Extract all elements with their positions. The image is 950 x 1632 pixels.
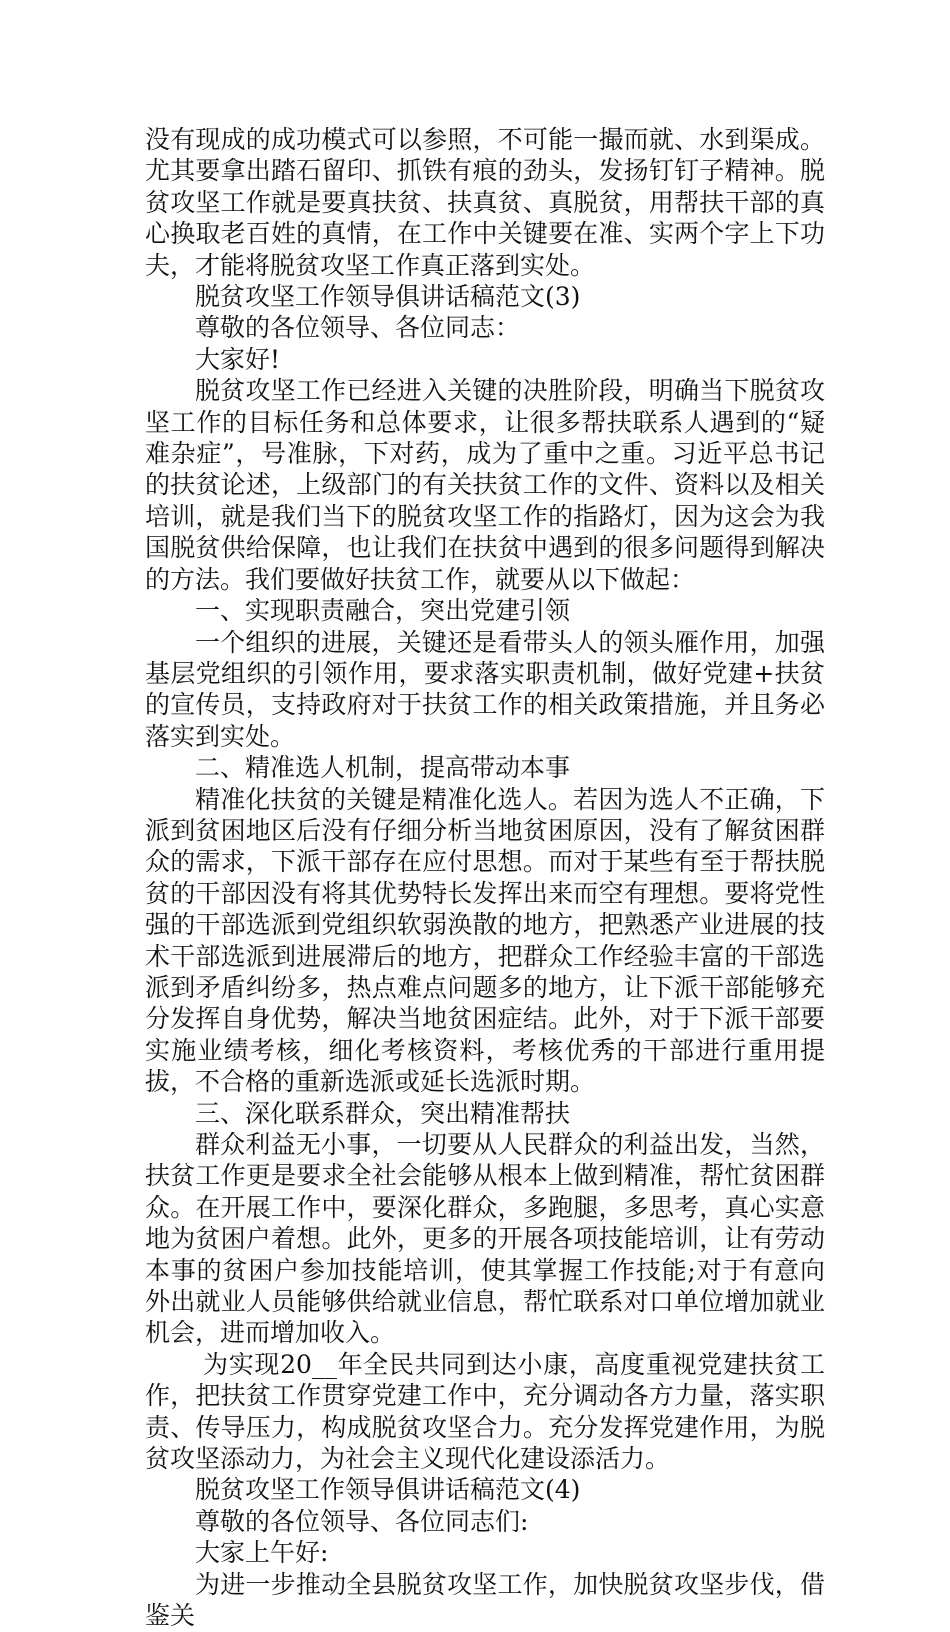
- paragraph-body: 脱贫攻坚工作已经进入关键的决胜阶段，明确当下脱贫攻坚工作的目标任务和总体要求，让很多帮扶联系人遇到的“疑难杂症”，号准脉，下对药，成为了重中之重。习近平总书记的扶贫论述，上级部门的有关扶贫工作的文件、资料以及相关培训，就是我们当下的脱贫攻坚工作的指路灯，因为这会为我国脱贫供给保障，也让我们在扶贫中遇到的很多问题得到解决的方法。我们要做好扶贫工作，就要从以下做起：: [145, 376, 825, 594]
- paragraph-intro-continued: 没有现成的成功模式可以参照，不可能一撮而就、水到渠成。尤其要拿出踏石留印、抓铁有痕的劲头，发扬钉钉子精神。脱贫攻坚工作就是要真扶贫、扶真贫、真脱贫，用帮扶干部的真心换取老百姓的真情，在工作中关键要在准、实两个字上下功夫，才能将脱贫攻坚工作真正落到实处。: [145, 125, 825, 280]
- greeting: 大家好!: [195, 344, 281, 374]
- salutation: 尊敬的各位领导、各位同志：: [195, 313, 521, 343]
- salutation: 尊敬的各位领导、各位同志们:: [195, 1506, 529, 1536]
- section-title-3: 脱贫攻坚工作领导俱讲话稿范文(3): [195, 282, 581, 312]
- subheading-3: 三、深化联系群众，突出精准帮扶: [195, 1098, 571, 1128]
- paragraph-body: 精准化扶贫的关键是精准化选人。若因为选人不正确，下派到贫困地区后没有仔细分析当地贫困原因，没有了解贫困群众的需求，下派干部存在应付思想。而对于某些有至于帮扶脱贫的干部因没有将其优势特长发挥出来而空有理想。要将党性强的干部选派到党组织软弱涣散的地方，把熟悉产业进展的技术干部选派到进展滞后的地方，把群众工作经验丰富的干部选派到矛盾纠纷多，热点难点问题多的地方，让下派干部能够充分发挥自身优势，解决当地贫困症结。此外，对于下派干部要实施业绩考核，细化考核资料，考核优秀的干部进行重用提拔，不合格的重新选派或延长选派时期。: [145, 784, 825, 1097]
- subheading-1: 一、实现职责融合，突出党建引领: [195, 596, 571, 626]
- paragraph-conclusion: 为实现20__年全民共同到达小康，高度重视党建扶贫工作，把扶贫工作贯穿党建工作中，充分调动各方力量，落实职责、传导压力，构成脱贫攻坚合力。充分发挥党建作用，为脱贫攻坚添动力，为社会主义现代化建设添活力。: [145, 1349, 825, 1474]
- paragraph-body: 群众利益无小事，一切要从人民群众的利益出发，当然，扶贫工作更是要求全社会能够从根本上做到精准，帮忙贫困群众。在开展工作中，要深化群众，多跑腿，多思考，真心实意地为贫困户着想。此外，更多的开展各项技能培训，让有劳动本事的贫困户参加技能培训，使其掌握工作技能;对于有意向外出就业人员能够供给就业信息，帮忙联系对口单位增加就业机会，进而增加收入。: [145, 1130, 825, 1348]
- greeting: 大家上午好:: [195, 1538, 329, 1568]
- section-title-4: 脱贫攻坚工作领导俱讲话稿范文(4): [195, 1475, 581, 1505]
- paragraph-body: 为进一步推动全县脱贫攻坚工作，加快脱贫攻坚步伐，借鉴关: [145, 1569, 825, 1631]
- document-page: [145, 124, 825, 1632]
- subheading-2: 二、精准选人机制，提高带动本事: [195, 753, 571, 783]
- paragraph-body: 一个组织的进展，关键还是看带头人的领头雁作用，加强基层党组织的引领作用，要求落实职责机制，做好党建+扶贫的宣传员，支持政府对于扶贫工作的相关政策措施，并且务必落实到实处。: [145, 627, 825, 751]
